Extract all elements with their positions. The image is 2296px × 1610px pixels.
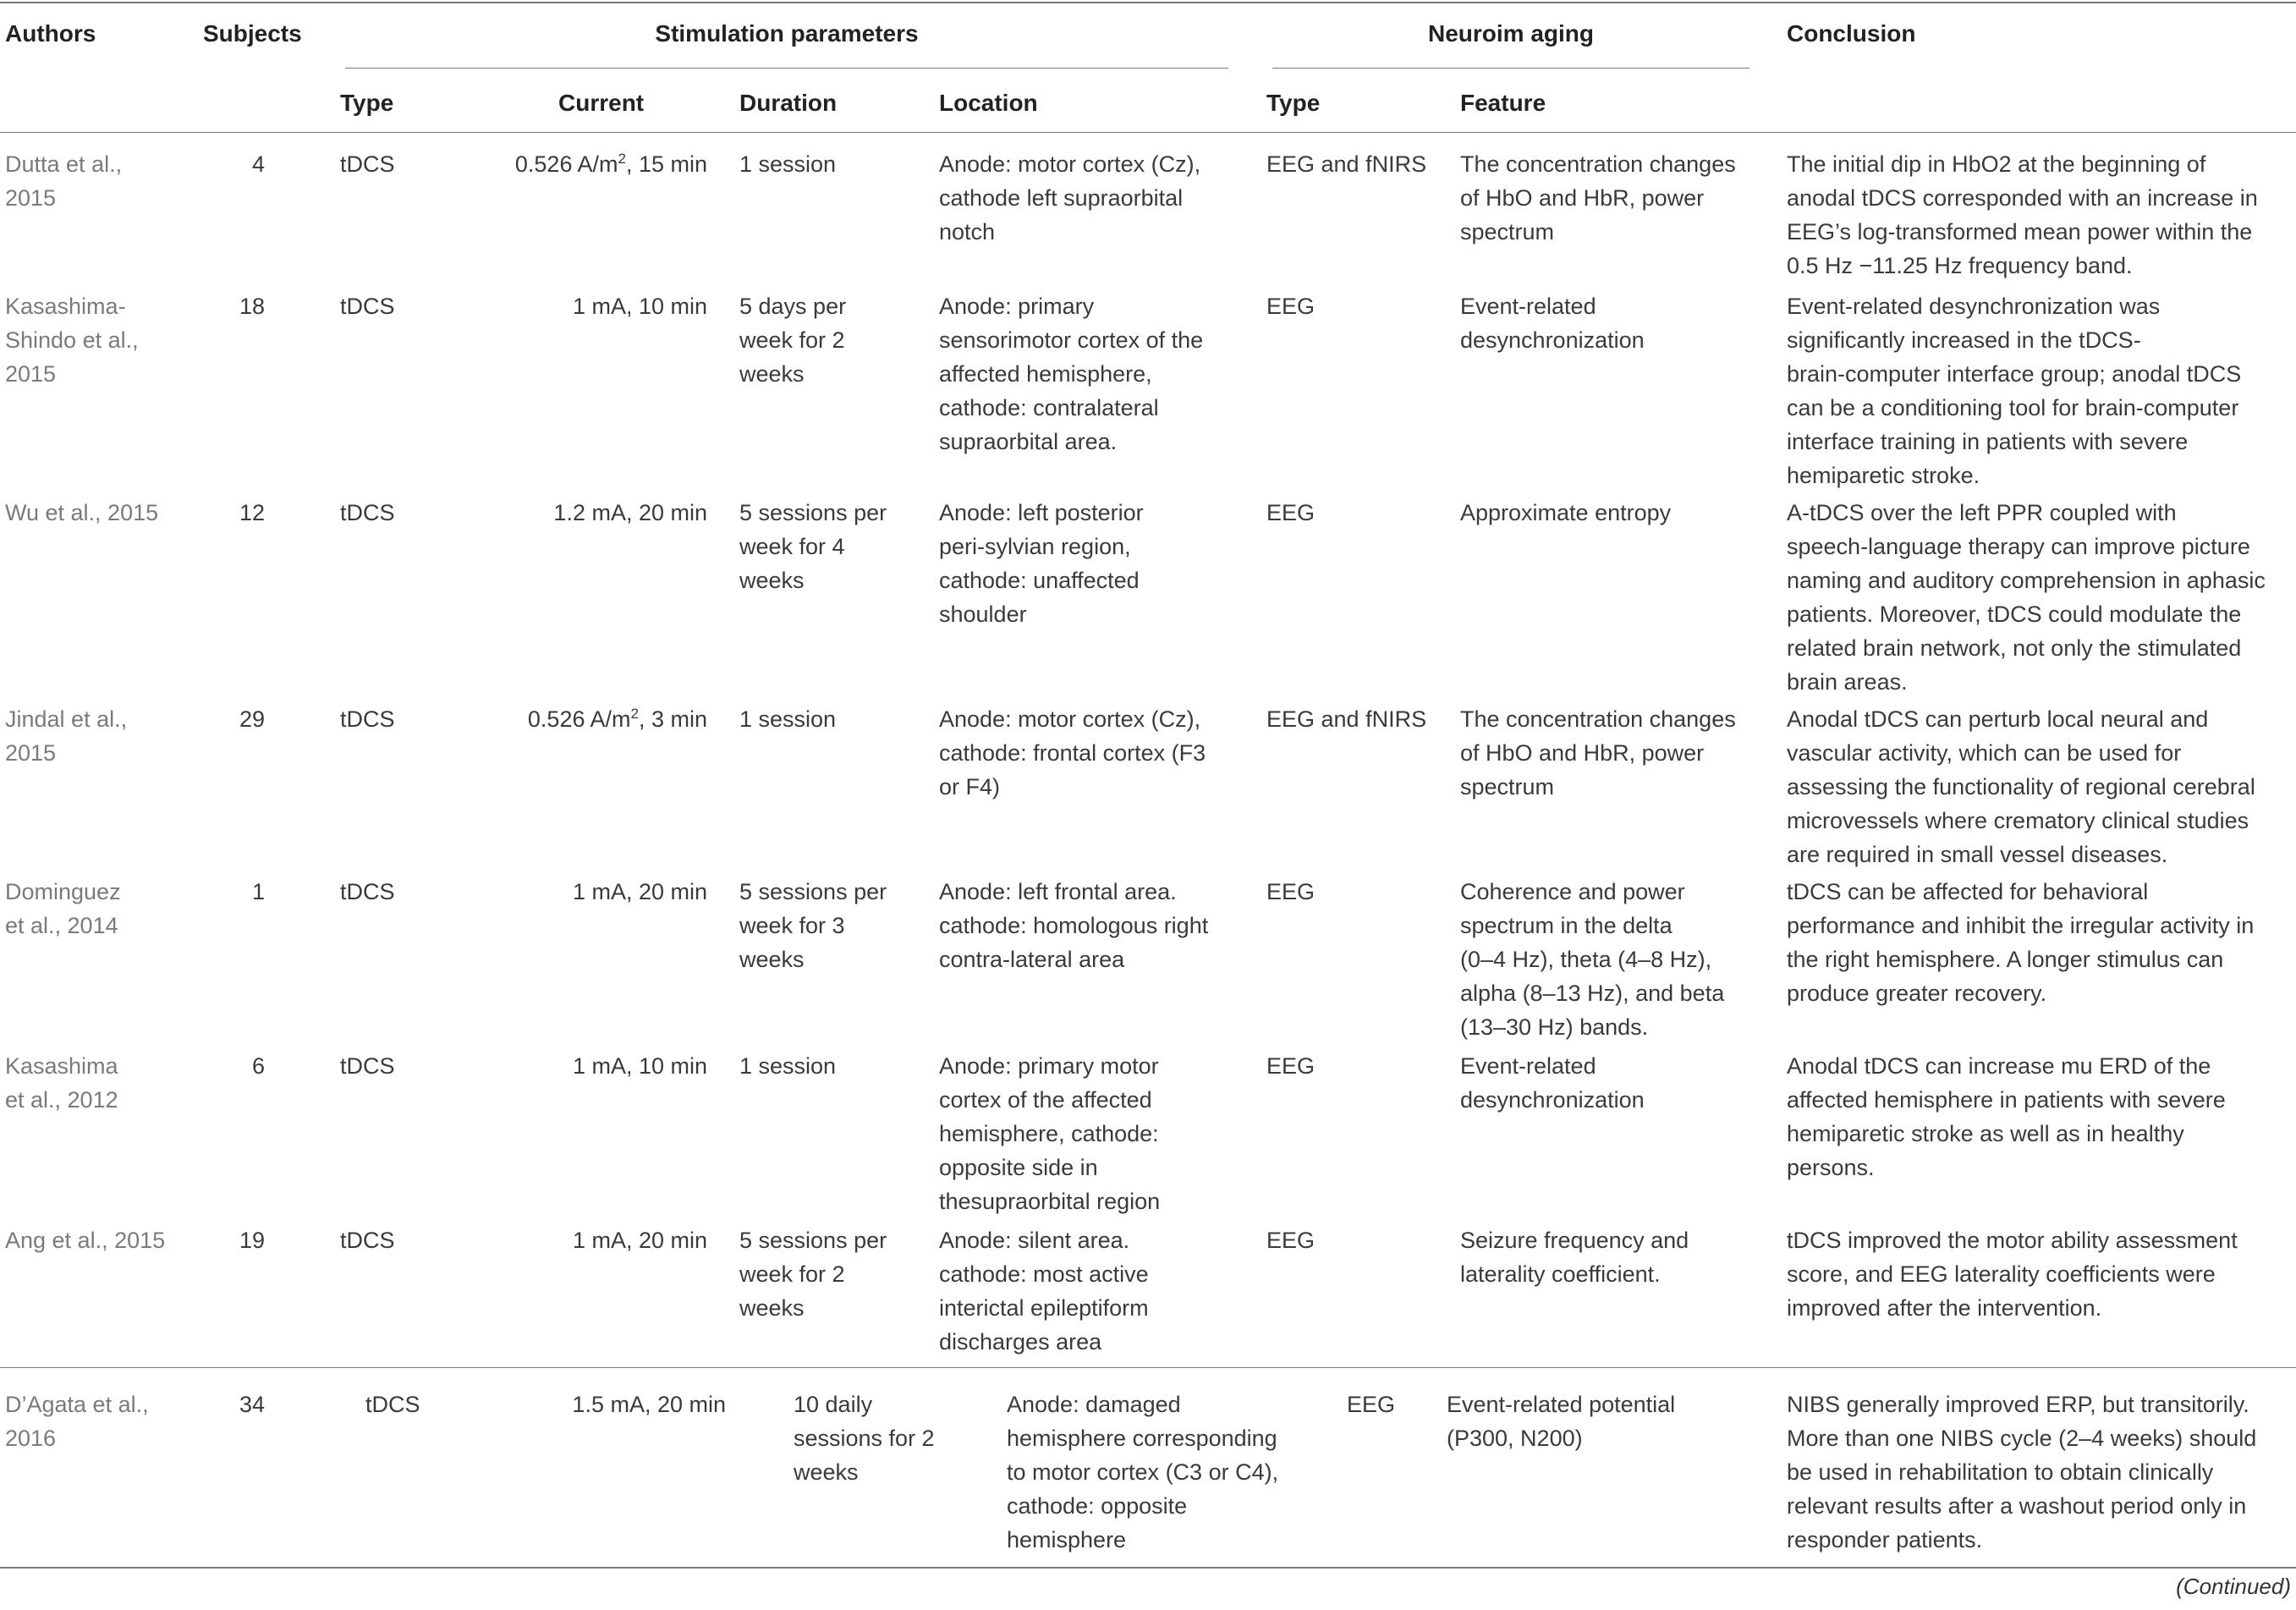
cell-authors-line: 2015	[5, 361, 57, 387]
cell-current	[369, 1223, 707, 1257]
cell-location-line: Anode: motor cortex (Cz),	[939, 151, 1201, 177]
cell-neuro-type-line: EEG	[1266, 500, 1316, 525]
cell-duration	[794, 1387, 935, 1489]
cell-feature	[1460, 1223, 1689, 1291]
cell-duration	[739, 496, 887, 597]
cell-duration-line: 1 session	[739, 1053, 837, 1079]
cell-feature-line: Seizure frequency and	[1460, 1228, 1689, 1253]
cell-duration-line: 5 sessions per	[739, 500, 887, 525]
cell-feature-line: of HbO and HbR, power	[1460, 740, 1705, 766]
cell-duration-line: 5 days per	[739, 294, 847, 319]
cell-location	[939, 702, 1206, 804]
cell-location-line: interictal epileptiform	[939, 1295, 1149, 1321]
cell-subjects-line: 1	[251, 879, 265, 904]
cell-location	[1007, 1387, 1278, 1557]
cell-conclusion-line: significantly increased in the tDCS-	[1787, 327, 2141, 353]
cell-neuro-type-line: EEG	[1347, 1392, 1396, 1417]
cell-duration-line: week for 3	[739, 913, 845, 938]
cell-conclusion-line: be used in rehabilitation to obtain clinically	[1787, 1459, 2214, 1485]
cell-duration-line: 5 sessions per	[739, 1228, 887, 1253]
cell-feature-line: Coherence and power	[1460, 879, 1685, 904]
cell-conclusion-line: are required in small vessel diseases.	[1787, 842, 2168, 867]
cell-location-line: Anode: primary motor	[939, 1053, 1159, 1079]
cell-current	[369, 875, 707, 909]
header-bottom-rule	[0, 132, 2296, 133]
cell-duration	[739, 702, 836, 736]
cell-conclusion-line: 0.5 Hz −11.25 Hz frequency band.	[1787, 253, 2133, 278]
cell-conclusion-line: A-tDCS over the left PPR coupled with	[1787, 500, 2177, 525]
cell-stim-type-line: tDCS	[340, 1053, 395, 1079]
cell-location-line: Anode: motor cortex (Cz),	[939, 706, 1201, 732]
cell-subjects-line: 34	[239, 1392, 265, 1417]
current-unit-exponent: 2	[618, 151, 626, 167]
cell-authors-line: D’Agata et al.,	[5, 1392, 149, 1417]
cell-feature-line: Approximate entropy	[1460, 500, 1672, 525]
cell-current	[369, 496, 707, 530]
cell-conclusion-line: the right hemisphere. A longer stimulus can	[1787, 947, 2224, 972]
cell-location-line: hemisphere	[1007, 1527, 1127, 1552]
cell-location-line: contra-lateral area	[939, 947, 1125, 972]
cell-neuro-type	[1266, 1049, 1315, 1083]
cell-duration-line: sessions for 2	[794, 1426, 935, 1451]
cell-duration-line: 1 session	[739, 151, 837, 177]
cell-location-line: hemisphere corresponding	[1007, 1426, 1277, 1451]
cell-location-line: Anode: primary	[939, 294, 1095, 319]
header-conclusion: Conclusion	[1787, 20, 1916, 47]
cell-feature-line: Event-related	[1460, 294, 1596, 319]
cell-neuro-type	[1266, 702, 1426, 736]
cell-feature-line: spectrum	[1460, 219, 1555, 245]
cell-neuro-type	[1266, 289, 1315, 323]
cell-neuro-type-line: EEG	[1266, 1228, 1316, 1253]
cell-authors-line: 2015	[5, 740, 57, 766]
continued-note: (Continued)	[2176, 1574, 2291, 1599]
cell-neuro-type	[1266, 496, 1315, 530]
cell-location-line: shoulder	[939, 602, 1027, 627]
stim-group-rule	[345, 68, 1228, 69]
cell-duration-line: weeks	[794, 1459, 859, 1485]
cell-neuro-type-line: EEG and fNIRS	[1266, 151, 1427, 177]
cell-neuro-type-line: EEG and fNIRS	[1266, 706, 1427, 732]
cell-subjects	[0, 289, 265, 323]
cell-conclusion-line: produce greater recovery.	[1787, 981, 2047, 1006]
cell-location-line: Anode: damaged	[1007, 1392, 1181, 1417]
cell-feature-line: (13–30 Hz) bands.	[1460, 1014, 1649, 1040]
cell-neuro-type-line: EEG	[1266, 294, 1316, 319]
cell-location-line: cortex of the affected	[939, 1087, 1152, 1113]
cell-location-line: affected hemisphere,	[939, 361, 1152, 387]
header-neuroimaging: Neuroim aging	[1427, 20, 1594, 47]
cell-authors-line: Jindal et al.,	[5, 706, 128, 732]
cell-feature-line: The concentration changes	[1460, 151, 1736, 177]
cell-conclusion	[1787, 1049, 2226, 1184]
header-authors: Authors	[5, 20, 96, 47]
header-duration: Duration	[739, 90, 838, 116]
cell-conclusion-line: anodal tDCS corresponded with an increase in	[1787, 185, 2258, 211]
cell-location-line: cathode left supraorbital	[939, 185, 1184, 211]
cell-conclusion-line: Event-related desynchronization was	[1787, 294, 2161, 319]
current-value: 0.526 A/m	[514, 151, 618, 177]
cell-feature-line: of HbO and HbR, power	[1460, 185, 1705, 211]
cell-subjects	[0, 702, 265, 736]
cell-location-line: Anode: left posterior	[939, 500, 1144, 525]
cell-conclusion	[1787, 1223, 2238, 1325]
cell-stim-type-line: tDCS	[340, 706, 395, 732]
cell-location-line: cathode: unaffected	[939, 568, 1140, 593]
cell-feature-line: (P300, N200)	[1447, 1426, 1583, 1451]
cell-feature-line: desynchronization	[1460, 1087, 1645, 1113]
cell-duration	[739, 1049, 836, 1083]
header-location: Location	[939, 90, 1038, 116]
cell-conclusion-line: performance and inhibit the irregular activity in	[1787, 913, 2255, 938]
cell-feature-line: alpha (8–13 Hz), and beta	[1460, 981, 1725, 1006]
cell-subjects	[0, 147, 265, 181]
current-duration: , 15 min	[625, 151, 707, 177]
current-unit-exponent: 2	[630, 706, 639, 722]
cell-conclusion-line: responder patients.	[1787, 1527, 1983, 1552]
current-value: 1 mA, 10 min	[572, 1053, 707, 1079]
cell-subjects-line: 4	[251, 151, 265, 177]
cell-feature-line: desynchronization	[1460, 327, 1645, 353]
cell-feature	[1460, 875, 1724, 1044]
cell-conclusion-line: brain areas.	[1787, 669, 1908, 695]
cell-authors-line: 2016	[5, 1426, 57, 1451]
cell-subjects	[0, 875, 265, 909]
cell-conclusion	[1787, 496, 2266, 699]
cell-feature	[1460, 1049, 1645, 1117]
section-rule	[0, 1367, 2296, 1368]
cell-subjects	[0, 1049, 265, 1083]
cell-conclusion-line: persons.	[1787, 1155, 1875, 1180]
cell-conclusion-line: Anodal tDCS can perturb local neural and	[1787, 706, 2209, 732]
neuro-group-rule	[1272, 68, 1749, 69]
cell-location-line: to motor cortex (C3 or C4),	[1007, 1459, 1279, 1485]
current-duration: , 3 min	[638, 706, 707, 732]
cell-current	[369, 147, 707, 181]
cell-feature-line: Event-related	[1460, 1053, 1596, 1079]
cell-duration-line: weeks	[739, 361, 805, 387]
cell-conclusion-line: interface training in patients with severe	[1787, 429, 2189, 454]
cell-conclusion-line: EEG’s log-transformed mean power within the	[1787, 219, 2253, 245]
cell-duration-line: 1 session	[739, 706, 837, 732]
cell-location-line: Anode: left frontal area.	[939, 879, 1177, 904]
cell-location	[939, 496, 1144, 631]
cell-conclusion	[1787, 289, 2241, 492]
cell-conclusion-line: More than one NIBS cycle (2–4 weeks) should	[1787, 1426, 2257, 1451]
cell-authors-line: Dominguez	[5, 879, 121, 904]
cell-current	[369, 702, 707, 736]
bottom-rule	[0, 1567, 2296, 1569]
cell-conclusion-line: speech-language therapy can improve picture	[1787, 534, 2250, 559]
cell-location	[939, 289, 1203, 459]
cell-authors-line: Dutta et al.,	[5, 151, 123, 177]
cell-feature-line: laterality coefficient.	[1460, 1261, 1661, 1287]
header-feature: Feature	[1460, 90, 1546, 116]
cell-location-line: cathode: most active	[939, 1261, 1149, 1287]
cell-conclusion	[1787, 702, 2255, 871]
cell-subjects-line: 6	[251, 1053, 265, 1079]
cell-location-line: hemisphere, cathode:	[939, 1121, 1159, 1146]
current-value: 1.5 mA, 20 min	[572, 1392, 726, 1417]
cell-neuro-type	[1347, 1387, 1395, 1421]
cell-conclusion-line: related brain network, not only the stimulated	[1787, 635, 2242, 661]
cell-subjects-line: 18	[239, 294, 265, 319]
cell-duration-line: weeks	[739, 1295, 805, 1321]
cell-subjects-line: 29	[239, 706, 265, 732]
cell-duration-line: weeks	[739, 947, 805, 972]
cell-conclusion-line: assessing the functionality of regional cerebral	[1787, 774, 2255, 800]
cell-stim-type-line: tDCS	[340, 500, 395, 525]
header-type: Type	[340, 90, 394, 116]
cell-location-line: cathode: contralateral	[939, 395, 1159, 420]
cell-location-line: cathode: frontal cortex (F3	[939, 740, 1206, 766]
cell-feature	[1460, 702, 1736, 804]
cell-feature	[1447, 1387, 1675, 1455]
cell-duration	[739, 289, 846, 391]
cell-conclusion-line: score, and EEG laterality coefficients were	[1787, 1261, 2216, 1287]
cell-duration-line: week for 4	[739, 534, 845, 559]
cell-current	[387, 1387, 726, 1421]
cell-location	[939, 1223, 1149, 1359]
header-current: Current	[558, 90, 645, 116]
cell-authors-line: Ang et al., 2015	[5, 1228, 166, 1253]
cell-feature-line: spectrum	[1460, 774, 1555, 800]
cell-conclusion	[1787, 147, 2258, 283]
header-neuro-type: Type	[1266, 90, 1321, 116]
cell-stim-type-line: tDCS	[365, 1392, 420, 1417]
cell-feature	[1460, 147, 1736, 249]
cell-conclusion-line: microvessels where crematory clinical studies	[1787, 808, 2249, 833]
cell-subjects	[0, 1223, 265, 1257]
cell-feature-line: spectrum in the delta	[1460, 913, 1673, 938]
cell-conclusion-line: The initial dip in HbO2 at the beginning of	[1787, 151, 2206, 177]
cell-conclusion-line: tDCS improved the motor ability assessment	[1787, 1228, 2238, 1253]
cell-duration-line: 5 sessions per	[739, 879, 887, 904]
cell-conclusion-line: tDCS can be affected for behavioral	[1787, 879, 2149, 904]
cell-neuro-type-line: EEG	[1266, 1053, 1316, 1079]
cell-duration-line: week for 2	[739, 327, 845, 353]
cell-location-line: thesupraorbital region	[939, 1189, 1161, 1214]
cell-location-line: cathode: homologous right	[939, 913, 1209, 938]
cell-duration-line: weeks	[739, 568, 805, 593]
current-value: 1 mA, 10 min	[572, 294, 707, 319]
cell-location-line: notch	[939, 219, 996, 245]
cell-conclusion	[1787, 1387, 2256, 1557]
cell-neuro-type	[1266, 147, 1426, 181]
cell-feature-line: The concentration changes	[1460, 706, 1736, 732]
cell-subjects-line: 12	[239, 500, 265, 525]
cell-feature	[1460, 496, 1671, 530]
cell-conclusion-line: patients. Moreover, tDCS could modulate the	[1787, 602, 2242, 627]
cell-authors-line: 2015	[5, 185, 57, 211]
cell-conclusion-line: vascular activity, which can be used for	[1787, 740, 2182, 766]
cell-duration-line: week for 2	[739, 1261, 845, 1287]
cell-authors-line: Kasashima-	[5, 294, 126, 319]
cell-location-line: Anode: silent area.	[939, 1228, 1130, 1253]
cell-stim-type-line: tDCS	[340, 879, 395, 904]
cell-duration-line: 10 daily	[794, 1392, 873, 1417]
cell-duration	[739, 875, 887, 976]
cell-conclusion-line: brain-computer interface group; anodal tDCS	[1787, 361, 2242, 387]
cell-authors-line: Shindo et al.,	[5, 327, 139, 353]
current-value: 1 mA, 20 min	[572, 879, 707, 904]
cell-conclusion-line: improved after the intervention.	[1787, 1295, 2102, 1321]
cell-location-line: sensorimotor cortex of the	[939, 327, 1204, 353]
cell-conclusion-line: hemiparetic stroke as well as in healthy	[1787, 1121, 2184, 1146]
cell-stim-type-line: tDCS	[340, 1228, 395, 1253]
cell-duration	[739, 147, 836, 181]
cell-conclusion-line: relevant results after a washout period only in	[1787, 1493, 2247, 1519]
current-value: 1.2 mA, 20 min	[553, 500, 707, 525]
cell-current	[369, 289, 707, 323]
cell-conclusion-line: Anodal tDCS can increase mu ERD of the	[1787, 1053, 2211, 1079]
cell-subjects	[0, 1387, 265, 1421]
cell-conclusion	[1787, 875, 2254, 1010]
current-value: 1 mA, 20 min	[572, 1228, 707, 1253]
cell-stim-type-line: tDCS	[340, 151, 395, 177]
cell-authors-line: Wu et al., 2015	[5, 500, 159, 525]
cell-neuro-type-line: EEG	[1266, 879, 1316, 904]
cell-feature-line: Event-related potential	[1447, 1392, 1676, 1417]
cell-conclusion-line: hemiparetic stroke.	[1787, 463, 1980, 488]
cell-location-line: discharges area	[939, 1329, 1102, 1354]
cell-location-line: peri-sylvian region,	[939, 534, 1131, 559]
cell-location-line: cathode: opposite	[1007, 1493, 1188, 1519]
cell-subjects	[0, 496, 265, 530]
header-stimulation-parameters: Stimulation parameters	[655, 20, 919, 47]
header-subjects: Subjects	[203, 20, 302, 47]
cell-subjects-line: 19	[239, 1228, 265, 1253]
top-rule	[0, 2, 2296, 3]
cell-conclusion-line: naming and auditory comprehension in aphasic	[1787, 568, 2266, 593]
cell-neuro-type	[1266, 1223, 1315, 1257]
cell-location-line: or F4)	[939, 774, 1001, 800]
cell-location-line: supraorbital area.	[939, 429, 1118, 454]
cell-conclusion-line: affected hemisphere in patients with severe	[1787, 1087, 2226, 1113]
cell-feature-line: (0–4 Hz), theta (4–8 Hz),	[1460, 947, 1712, 972]
cell-location	[939, 875, 1208, 976]
cell-authors-line: et al., 2012	[5, 1087, 118, 1113]
cell-neuro-type	[1266, 875, 1315, 909]
cell-duration	[739, 1223, 887, 1325]
cell-authors-line: et al., 2014	[5, 913, 118, 938]
cell-conclusion-line: NIBS generally improved ERP, but transitorily.	[1787, 1392, 2249, 1417]
cell-current	[369, 1049, 707, 1083]
cell-conclusion-line: can be a conditioning tool for brain-computer	[1787, 395, 2239, 420]
cell-location-line: opposite side in	[939, 1155, 1098, 1180]
cell-location	[939, 1049, 1160, 1218]
current-value: 0.526 A/m	[527, 706, 631, 732]
cell-location	[939, 147, 1200, 249]
cell-feature	[1460, 289, 1645, 357]
cell-authors-line: Kasashima	[5, 1053, 118, 1079]
cell-stim-type-line: tDCS	[340, 294, 395, 319]
